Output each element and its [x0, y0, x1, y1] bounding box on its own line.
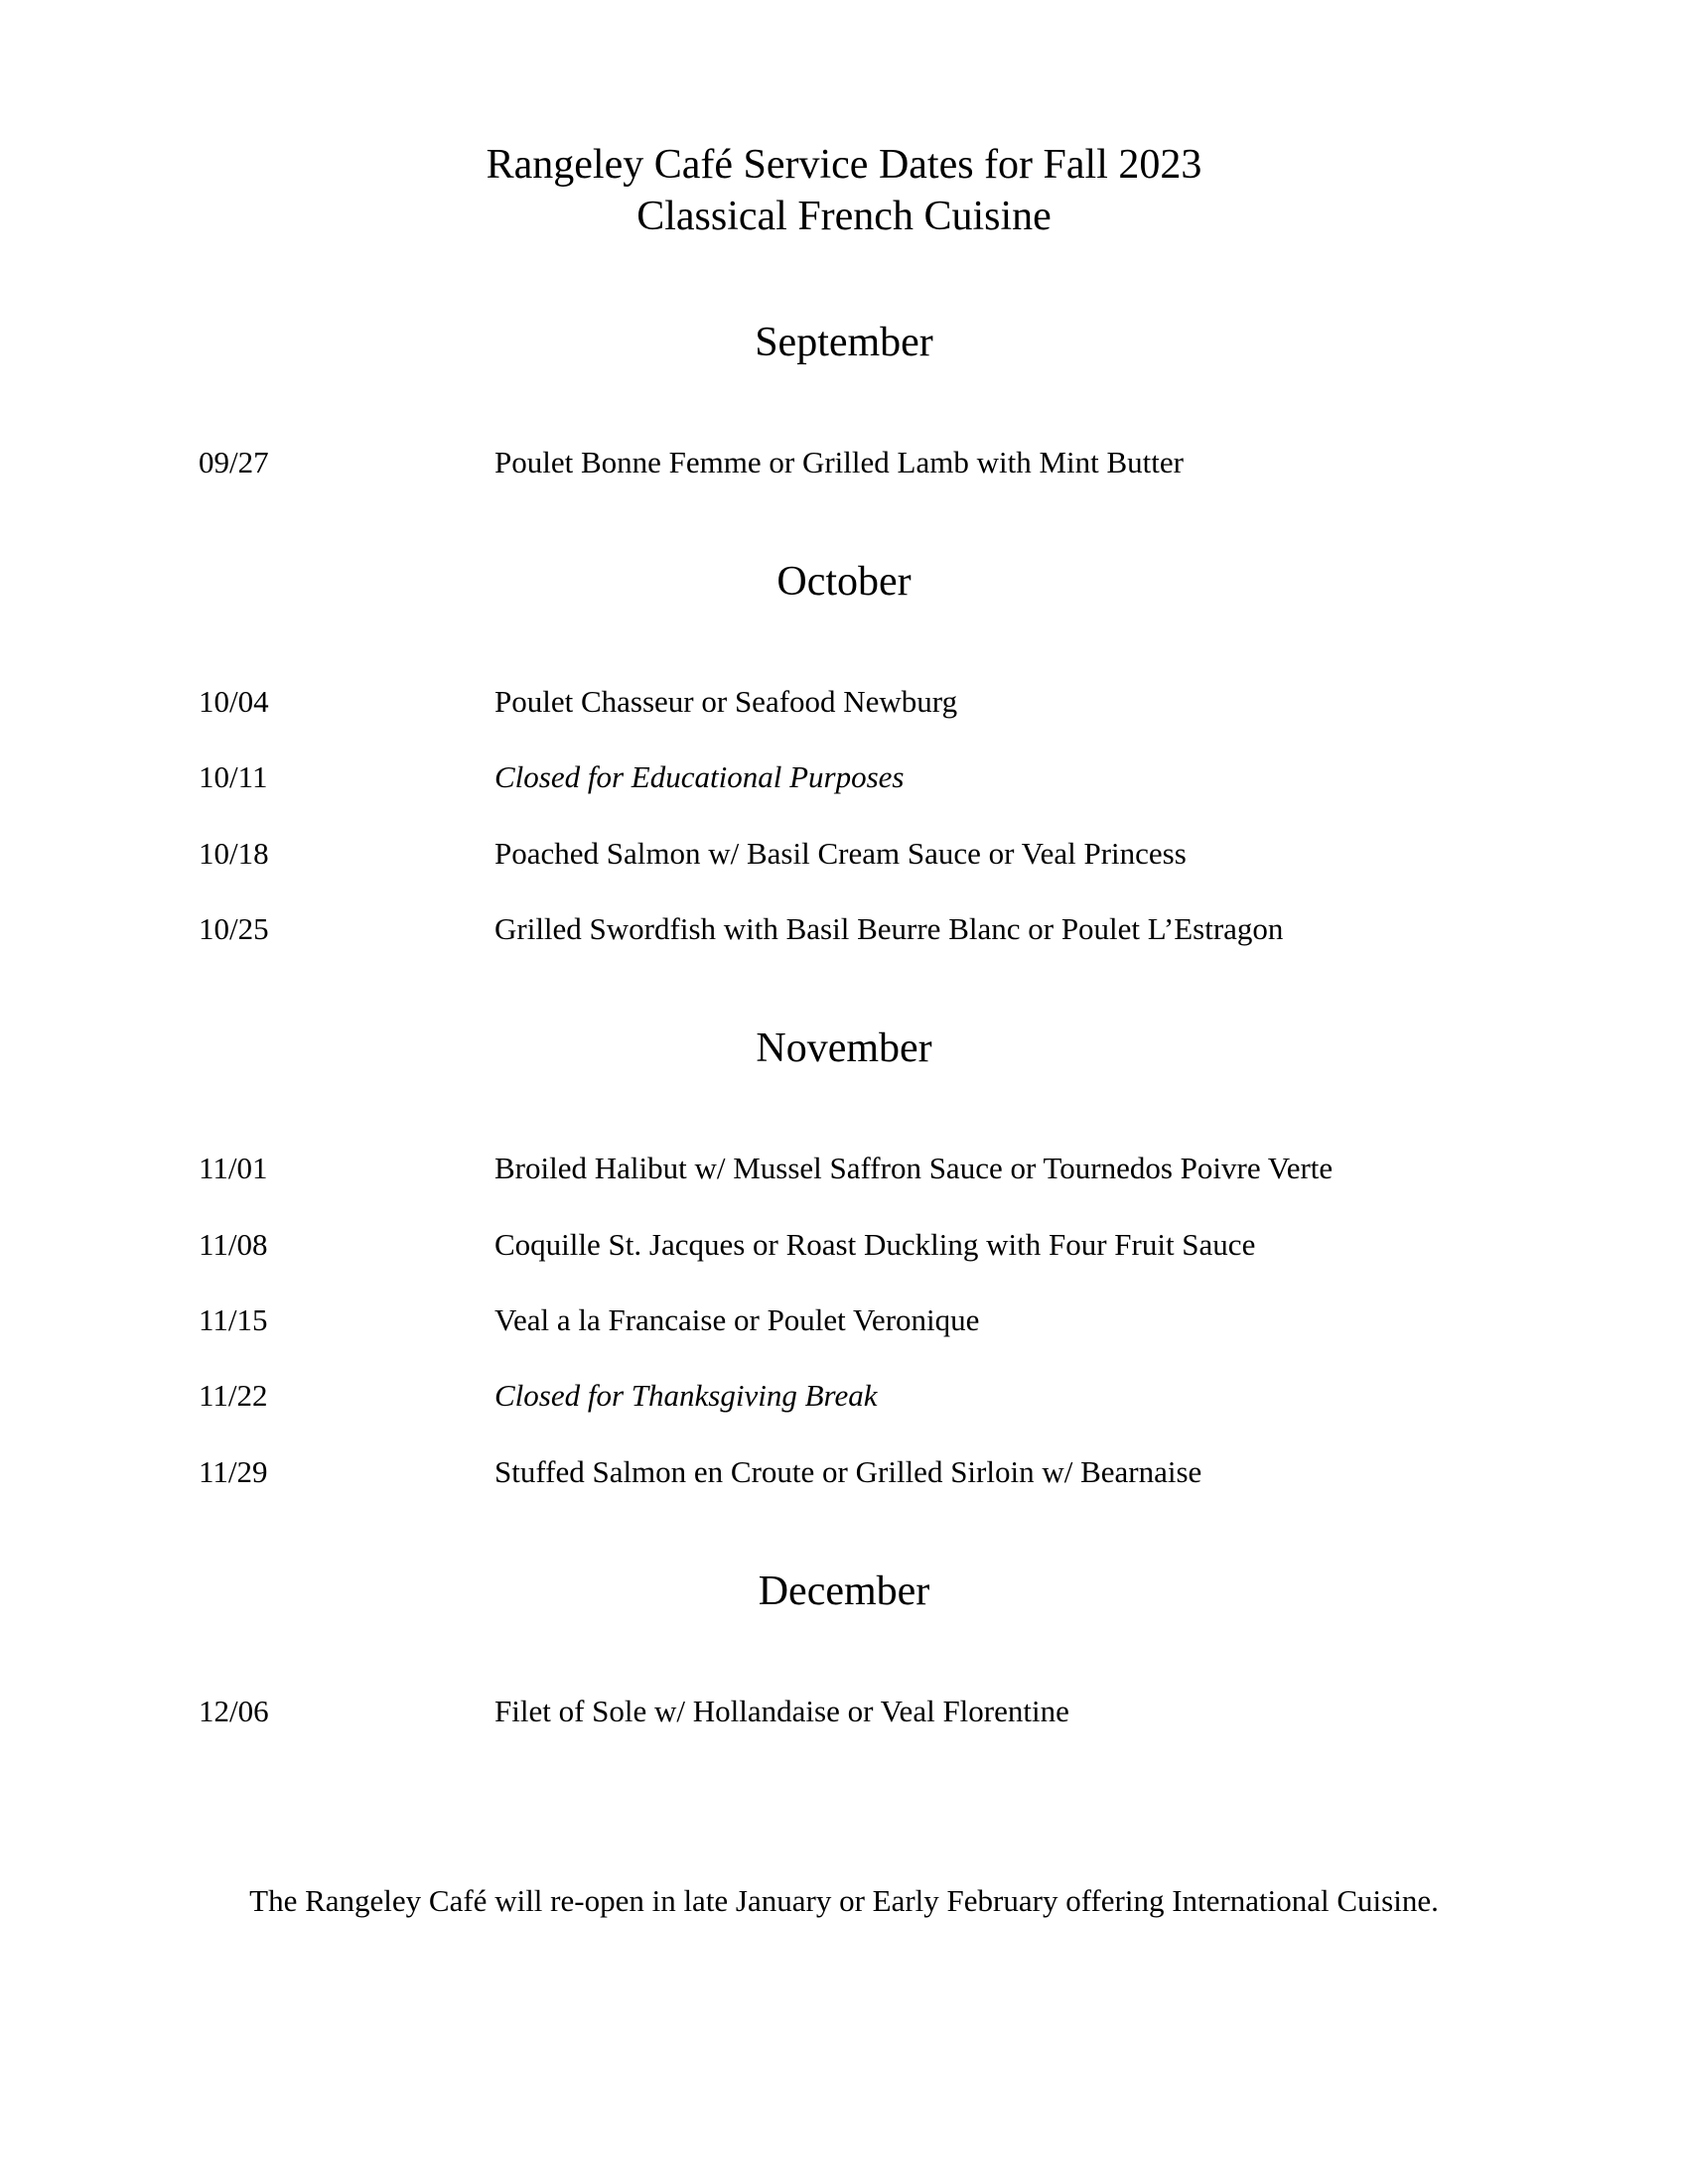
service-menu: Coquille St. Jacques or Roast Duckling with Four Fruit Sauce [494, 1227, 1256, 1262]
page-subtitle: Classical French Cuisine [636, 194, 1052, 239]
service-menu: Grilled Swordfish with Basil Beurre Blanc or Poulet L’Estragon [494, 911, 1284, 946]
service-row [0, 907, 1688, 951]
service-date: 11/01 [199, 1151, 268, 1185]
service-date: 10/18 [199, 836, 269, 871]
service-row [0, 1690, 1688, 1733]
page-title: Rangeley Café Service Dates for Fall 2023 [486, 142, 1202, 188]
service-menu: Poached Salmon w/ Basil Cream Sauce or Veal Princess [494, 836, 1187, 871]
title-block [0, 139, 1688, 242]
service-row [0, 832, 1688, 876]
service-date: 11/22 [199, 1378, 268, 1413]
service-date: 09/27 [199, 445, 269, 479]
service-date: 11/08 [199, 1227, 268, 1262]
service-row [0, 1147, 1688, 1190]
service-date: 11/29 [199, 1454, 268, 1489]
service-menu: Stuffed Salmon en Croute or Grilled Sirloin w/ Bearnaise [494, 1454, 1202, 1489]
service-date: 10/25 [199, 911, 269, 946]
reopen-notice: The Rangeley Café will re-open in late January or Early February offering International Cuisine. [249, 1883, 1439, 1918]
service-row-closed [0, 1374, 1688, 1418]
closed-notice: Closed for Educational Purposes [494, 759, 905, 794]
service-row [0, 441, 1688, 484]
service-date: 10/04 [199, 684, 269, 719]
month-heading-december: December [758, 1569, 930, 1614]
service-date: 11/15 [199, 1302, 268, 1337]
service-row [0, 1450, 1688, 1494]
service-menu: Filet of Sole w/ Hollandaise or Veal Florentine [494, 1694, 1069, 1728]
service-row [0, 1298, 1688, 1342]
service-row [0, 1223, 1688, 1267]
service-menu: Veal a la Francaise or Poulet Veronique [494, 1302, 980, 1337]
service-date: 10/11 [199, 759, 268, 794]
closed-notice: Closed for Thanksgiving Break [494, 1378, 878, 1413]
service-date: 12/06 [199, 1694, 269, 1728]
month-heading-november: November [756, 1025, 932, 1071]
service-menu: Poulet Bonne Femme or Grilled Lamb with Mint Butter [494, 445, 1184, 479]
service-menu: Broiled Halibut w/ Mussel Saffron Sauce or Tournedos Poivre Verte [494, 1151, 1334, 1185]
month-heading-september: September [755, 320, 933, 365]
service-row-closed [0, 755, 1688, 799]
month-heading-october: October [776, 559, 912, 605]
service-menu: Poulet Chasseur or Seafood Newburg [494, 684, 958, 719]
service-row [0, 680, 1688, 724]
